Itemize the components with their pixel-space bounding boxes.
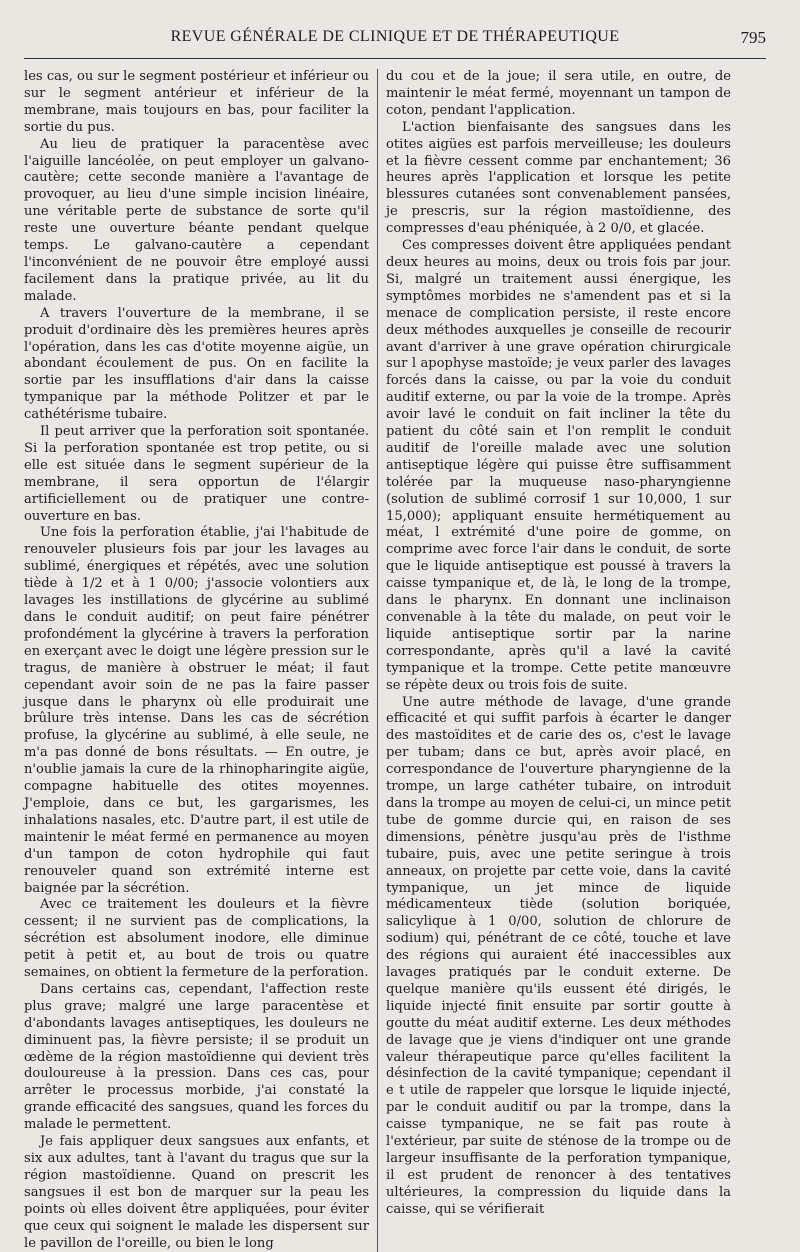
paragraph: Dans certains cas, cependant, l'affection reste plus grave; malgré une large paracentèse et d'abondants lavages antiseptiques, les douleurs ne diminuent pas, la fièvre persiste; il se produit un œdème de la région mastoïdienne qui devient très douloureuse à la pression. Dans ces cas, pour arrêter le processus morbide, j'ai constaté la grande efficacité des sangsues, quand les forces du malade le permettent. — [24, 981, 369, 1133]
running-title: REVUE GÉNÉRALE DE CLINIQUE ET DE THÉRAPEUTIQUE — [170, 28, 620, 45]
paragraph: Ces compresses doivent être appliquées pendant deux heures au moins, deux ou trois fois par jour. Si, malgré un traitement aussi énergique, les symptômes morbides ne s'amendent pas et si la menace de complication persiste, il reste encore deux méthodes auxquelles je conseille de recourir avant d'arriver à une grave opération chirurgicale sur l apophyse mastoïde; je veux parler des lavages forcés dans la caisse, ou par la voie du conduit auditif externe, ou par la voie de la trompe. Après avoir lavé le conduit on fait incliner la tête du patient du côté sain et l'on remplit le conduit auditif de l'oreille malade avec une solution antiseptique légère qui puisse être suffisamment tolérée par la muqueuse naso-pharyngienne (solution de sublimé corrosif 1 sur 10,000, 1 sur 15,000); appliquant ensuite hermétiquement au méat, l extrémité d'une poire de gomme, on comprime avec force l'air dans le conduit, de sorte que le liquide antiseptique est poussé à travers la caisse tympanique et, de là, le long de la trompe, dans le pharynx. En donnant une inclinaison convenable à la tête du malade, on peut voir le liquide antiseptique sortir par la narine correspondante, après qu'il a lavé la cavité tympanique et la trompe. Cette petite manœuvre se répète deux ou trois fois de suite. — [386, 238, 731, 693]
column-divider — [377, 69, 378, 1252]
paragraph: Je fais appliquer deux sangsues aux enfants, et six aux adultes, tant à l'avant du tragus que sur la région mastoïdienne. Quand on prescrit les sangsues il est bon de marquer sur la peau les points où elles doivent être appliquées, pour éviter que ceux qui soignent le malade les dispersent sur le pavillon de l'oreille, ou bien le long — [24, 1134, 369, 1251]
right-column — [379, 69, 731, 1219]
paragraph: du cou et de la joue; il sera utile, en outre, de maintenir le méat fermé, moyennant un tampon de coton, pendant l'application. — [386, 69, 731, 118]
paragraph: les cas, ou sur le segment postérieur et inférieur ou sur le segment antérieur et inférieur de la membrane, mais toujours en bas, pour faciliter la sortie du pus. — [24, 69, 369, 135]
text-columns — [24, 69, 766, 1252]
paragraph: L'action bienfaisante des sangsues dans les otites aigües est parfois merveilleuse; les douleurs et la fièvre cessent comme par enchantement; 36 heures après l'application et lorsque les petite blessures cutanées sont convenablement pansées, je prescris, sur la région mastoïdienne, des compresses d'eau phéniquée, à 2 0/0, et glacée. — [386, 119, 731, 237]
paragraph: A travers l'ouverture de la membrane, il se produit d'ordinaire dès les premières heures après l'opération, dans les cas d'otite moyenne aigüe, un abondant écoulement de pus. On en facilite la sortie par les insufflations d'air dans la caisse tympanique par la méthode Politzer et par le cathétérisme tubaire. — [24, 305, 369, 423]
paragraph: Avec ce traitement les douleurs et la fièvre cessent; il ne survient pas de complications, la sécrétion est absolument inodore, elle diminue petit à petit et, au bout de trois ou quatre semaines, on obtient la fermeture de la perforation. — [24, 897, 369, 981]
page-number: 795 — [740, 28, 766, 47]
left-column — [24, 69, 376, 1252]
paragraph: Une autre méthode de lavage, d'une grande efficacité et qui suffit parfois à écarter le danger des mastoïdites et de carie des os, c'est le lavage per tubam; dans ce but, après avoir placé, en correspondance de l'ouverture pharyngienne de la trompe, un large cathéter tubaire, on introduit dans la trompe au moyen de celui-ci, un mince petit tube de gomme durcie qui, en raison de ses dimensions, pénètre jusqu'au près de l'isthme tubaire, puis, avec une petite seringue à trois anneaux, on projette par cette voie, dans la cavité tympanique, un jet mince de liquide médicamenteux tiède (solution boriquée, salicylique à 1 0/00, solution de chlorure de sodium) qui, pénétrant de ce côté, touche et lave des régions qui auraient été inaccessibles aux lavages pratiqués par le conduit externe. De quelque manière qu'ils eussent été dirigés, le liquide injecté finit ensuite par sortir goutte à goutte du méat auditif externe. Les deux méthodes de lavage que je viens d'indiquer ont une grande valeur thérapeutique parce qu'elles facilitent la désinfection de la cavité tympanique; cependant il e t utile de rappeler que lorsque le liquide injecté, par le conduit auditif ou par la trompe, dans la caisse tympanique, ne se fait pas route à l'extérieur, par suite de sténose de la trompe ou de largeur insuffisante de la perforation tympanique, il est prudent de renoncer à des tentatives ultérieures, la compression du liquide dans la caisse, qui se vérifierait — [386, 694, 731, 1217]
header-rule — [24, 58, 766, 59]
paragraph: Il peut arriver que la perforation soit spontanée. Si la perforation spontanée est trop petite, ou si elle est située dans le segment supérieur de la membrane, il sera opportun de l'élargir artificiellement ou de pratiquer une contre-ouverture en bas. — [24, 424, 369, 524]
paragraph: Au lieu de pratiquer la paracentèse avec l'aiguille lancéolée, on peut employer un galvano-cautère; cette seconde manière a l'avantage de provoquer, au lieu d'une simple incision linéaire, une véritable perte de substance de sorte qu'il reste une ouverture béante pendant quelque temps. Le galvano-cautère a cependant l'inconvénient de ne pouvoir être employé aussi facilement dans la pratique privée, au lit du malade. — [24, 136, 369, 304]
paragraph: Une fois la perforation établie, j'ai l'habitude de renouveler plusieurs fois par jour les lavages au sublimé, énergiques et répétés, avec une solution tiède à 1/2 et à 1 0/00; j'associe volontiers aux lavages les instillations de glycérine au sublimé dans le conduit auditif; on peut faire pénétrer profondément la glycérine à travers la perforation en exerçant avec le doigt une légère pression sur le tragus, de manière à obstruer le méat; il faut cependant avoir soin de ne pas la faire passer jusque dans le pharynx où elle produirait une brûlure très intense. Dans les cas de sécrétion profuse, la glycérine au sublimé, à elle seule, ne m'a pas donné de bons résultats. — En outre, je n'oublie jamais la cure de la rhinopharingite aigüe, compagne habituelle des otites moyennes. J'emploie, dans ce but, les gargarismes, les inhalations nasales, etc. D'autre part, il est utile de maintenir le méat fermé en permanence au moyen d'un tampon de coton hydrophile qui faut renouveler quand son extrémité interne est baignée par la sécrétion. — [24, 525, 369, 896]
running-head — [24, 24, 766, 58]
